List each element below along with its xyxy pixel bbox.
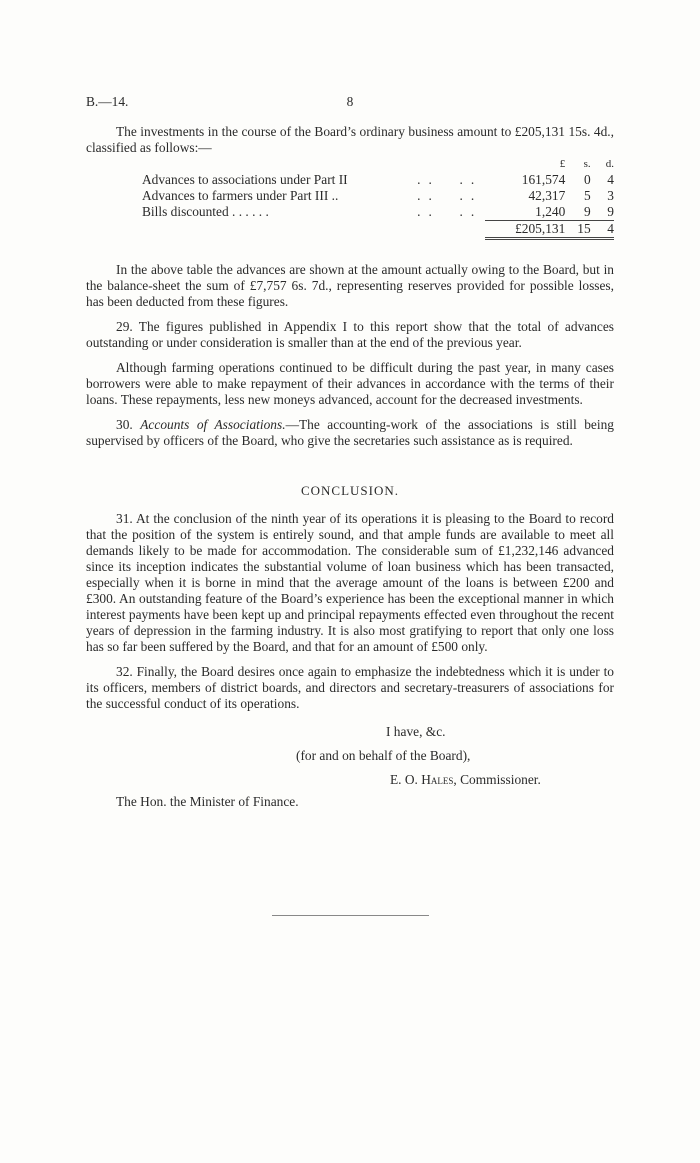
total-pence: 4 — [591, 221, 614, 239]
total-shillings: 15 — [565, 221, 590, 239]
paragraph-30-heading: Accounts of Associations. — [140, 417, 286, 432]
row-shillings: 0 — [583, 172, 591, 187]
table-note-paragraph: In the above table the advances are shown at the amount actually owing to the Board, but in the balance-sheet the sum of £7,757 6s. 7d., representing reserves provided for possible losses, has been deducted from these figures. — [86, 262, 614, 309]
paragraph-31: 31. At the conclusion of the ninth year of its operations it is pleasing to the Board to record that the position of the system is entirely sound, and that ample funds are available to meet all demands likely to be made for accommodation. The considerable sum of £1,232,146 advanced since its inception indicates the substantial volume of loan business which has been transacted, especially when it is borne in mind that the average amount of the loans is between £200 and £300. An outstanding feature of the Board’s experience has been the exceptional manner in which interest payments have been kept up and principal repayments effected even throughout the recent years of depression in the farming industry. It is also most gratifying to report that only one loss has so far been suffered by the Board, and that for an amount of £500 only. — [86, 511, 614, 654]
total-row — [142, 221, 614, 239]
leader-dots: .. — [417, 172, 440, 187]
paragraph-29: 29. The figures published in Appendix I to this report show that the total of advances outstanding or under consideration is smaller than at the end of the previous year. — [86, 319, 614, 350]
leader-dots: .. — [459, 204, 483, 219]
unit-pence: d. — [605, 158, 614, 170]
row-shillings: 5 — [583, 188, 591, 203]
row-label: Bills discounted . . . . . . — [142, 204, 269, 219]
table-row — [142, 188, 614, 204]
paragraph-30-body: —The accounting-work of the associations is still being supervised by officers of the Board, who give the secretaries such assistance as is required. — [86, 417, 614, 448]
row-pence: 4 — [607, 172, 614, 187]
row-pence: 3 — [607, 188, 614, 203]
row-label: Advances to associations under Part II — [142, 172, 348, 187]
signatory-title: Commissioner. — [460, 772, 541, 787]
investments-table — [142, 156, 614, 240]
page-number: 8 — [346, 94, 354, 109]
row-shillings: 9 — [583, 204, 591, 219]
paragraph-30-number: 30. — [116, 417, 133, 432]
row-pounds: 161,574 — [521, 172, 566, 187]
table-row — [142, 172, 614, 188]
unit-header-row — [142, 156, 614, 172]
paragraph-30 — [86, 417, 614, 449]
row-label: Advances to farmers under Part III .. — [142, 188, 339, 203]
unit-shillings: s. — [583, 158, 591, 170]
row-pence: 9 — [607, 204, 614, 219]
report-reference: B.—14. — [86, 94, 129, 109]
leader-dots: .. — [417, 188, 440, 203]
addressee-line: The Hon. the Minister of Finance. — [116, 794, 299, 809]
leader-dots: .. — [459, 188, 483, 203]
on-behalf-line: (for and on behalf of the Board), — [296, 748, 471, 763]
page-body — [86, 124, 614, 818]
total-pounds: £205,131 — [485, 221, 565, 239]
row-pounds: 42,317 — [528, 188, 566, 203]
paragraph-32: 32. Finally, the Board desires once again to emphasize the indebtedness which it is under to its officers, members of district boards, and directors and secretary-treasurers of associations for the successful conduct of its operations. — [86, 664, 614, 711]
leader-dots: .. — [417, 204, 440, 219]
unit-pounds: £ — [559, 158, 566, 170]
signatory-name: E. O. Hales, — [390, 772, 457, 787]
row-pounds: 1,240 — [535, 204, 566, 219]
signatory — [390, 772, 541, 788]
table-row — [142, 204, 614, 221]
closing-line: I have, &c. — [386, 724, 446, 739]
signature-block — [86, 722, 614, 818]
conclusion-heading: CONCLUSION. — [300, 483, 400, 498]
leader-dots: .. — [459, 172, 483, 187]
investments-intro: The investments in the course of the Board’s ordinary business amount to £205,131 15s. 4d., classified as follows:— — [86, 124, 614, 155]
end-rule — [272, 915, 429, 916]
farming-paragraph: Although farming operations continued to be difficult during the past year, in many cases borrowers were able to make repayment of their advances in accordance with the terms of their loans. These repayments, less new moneys advanced, account for the decreased investments. — [86, 360, 614, 407]
